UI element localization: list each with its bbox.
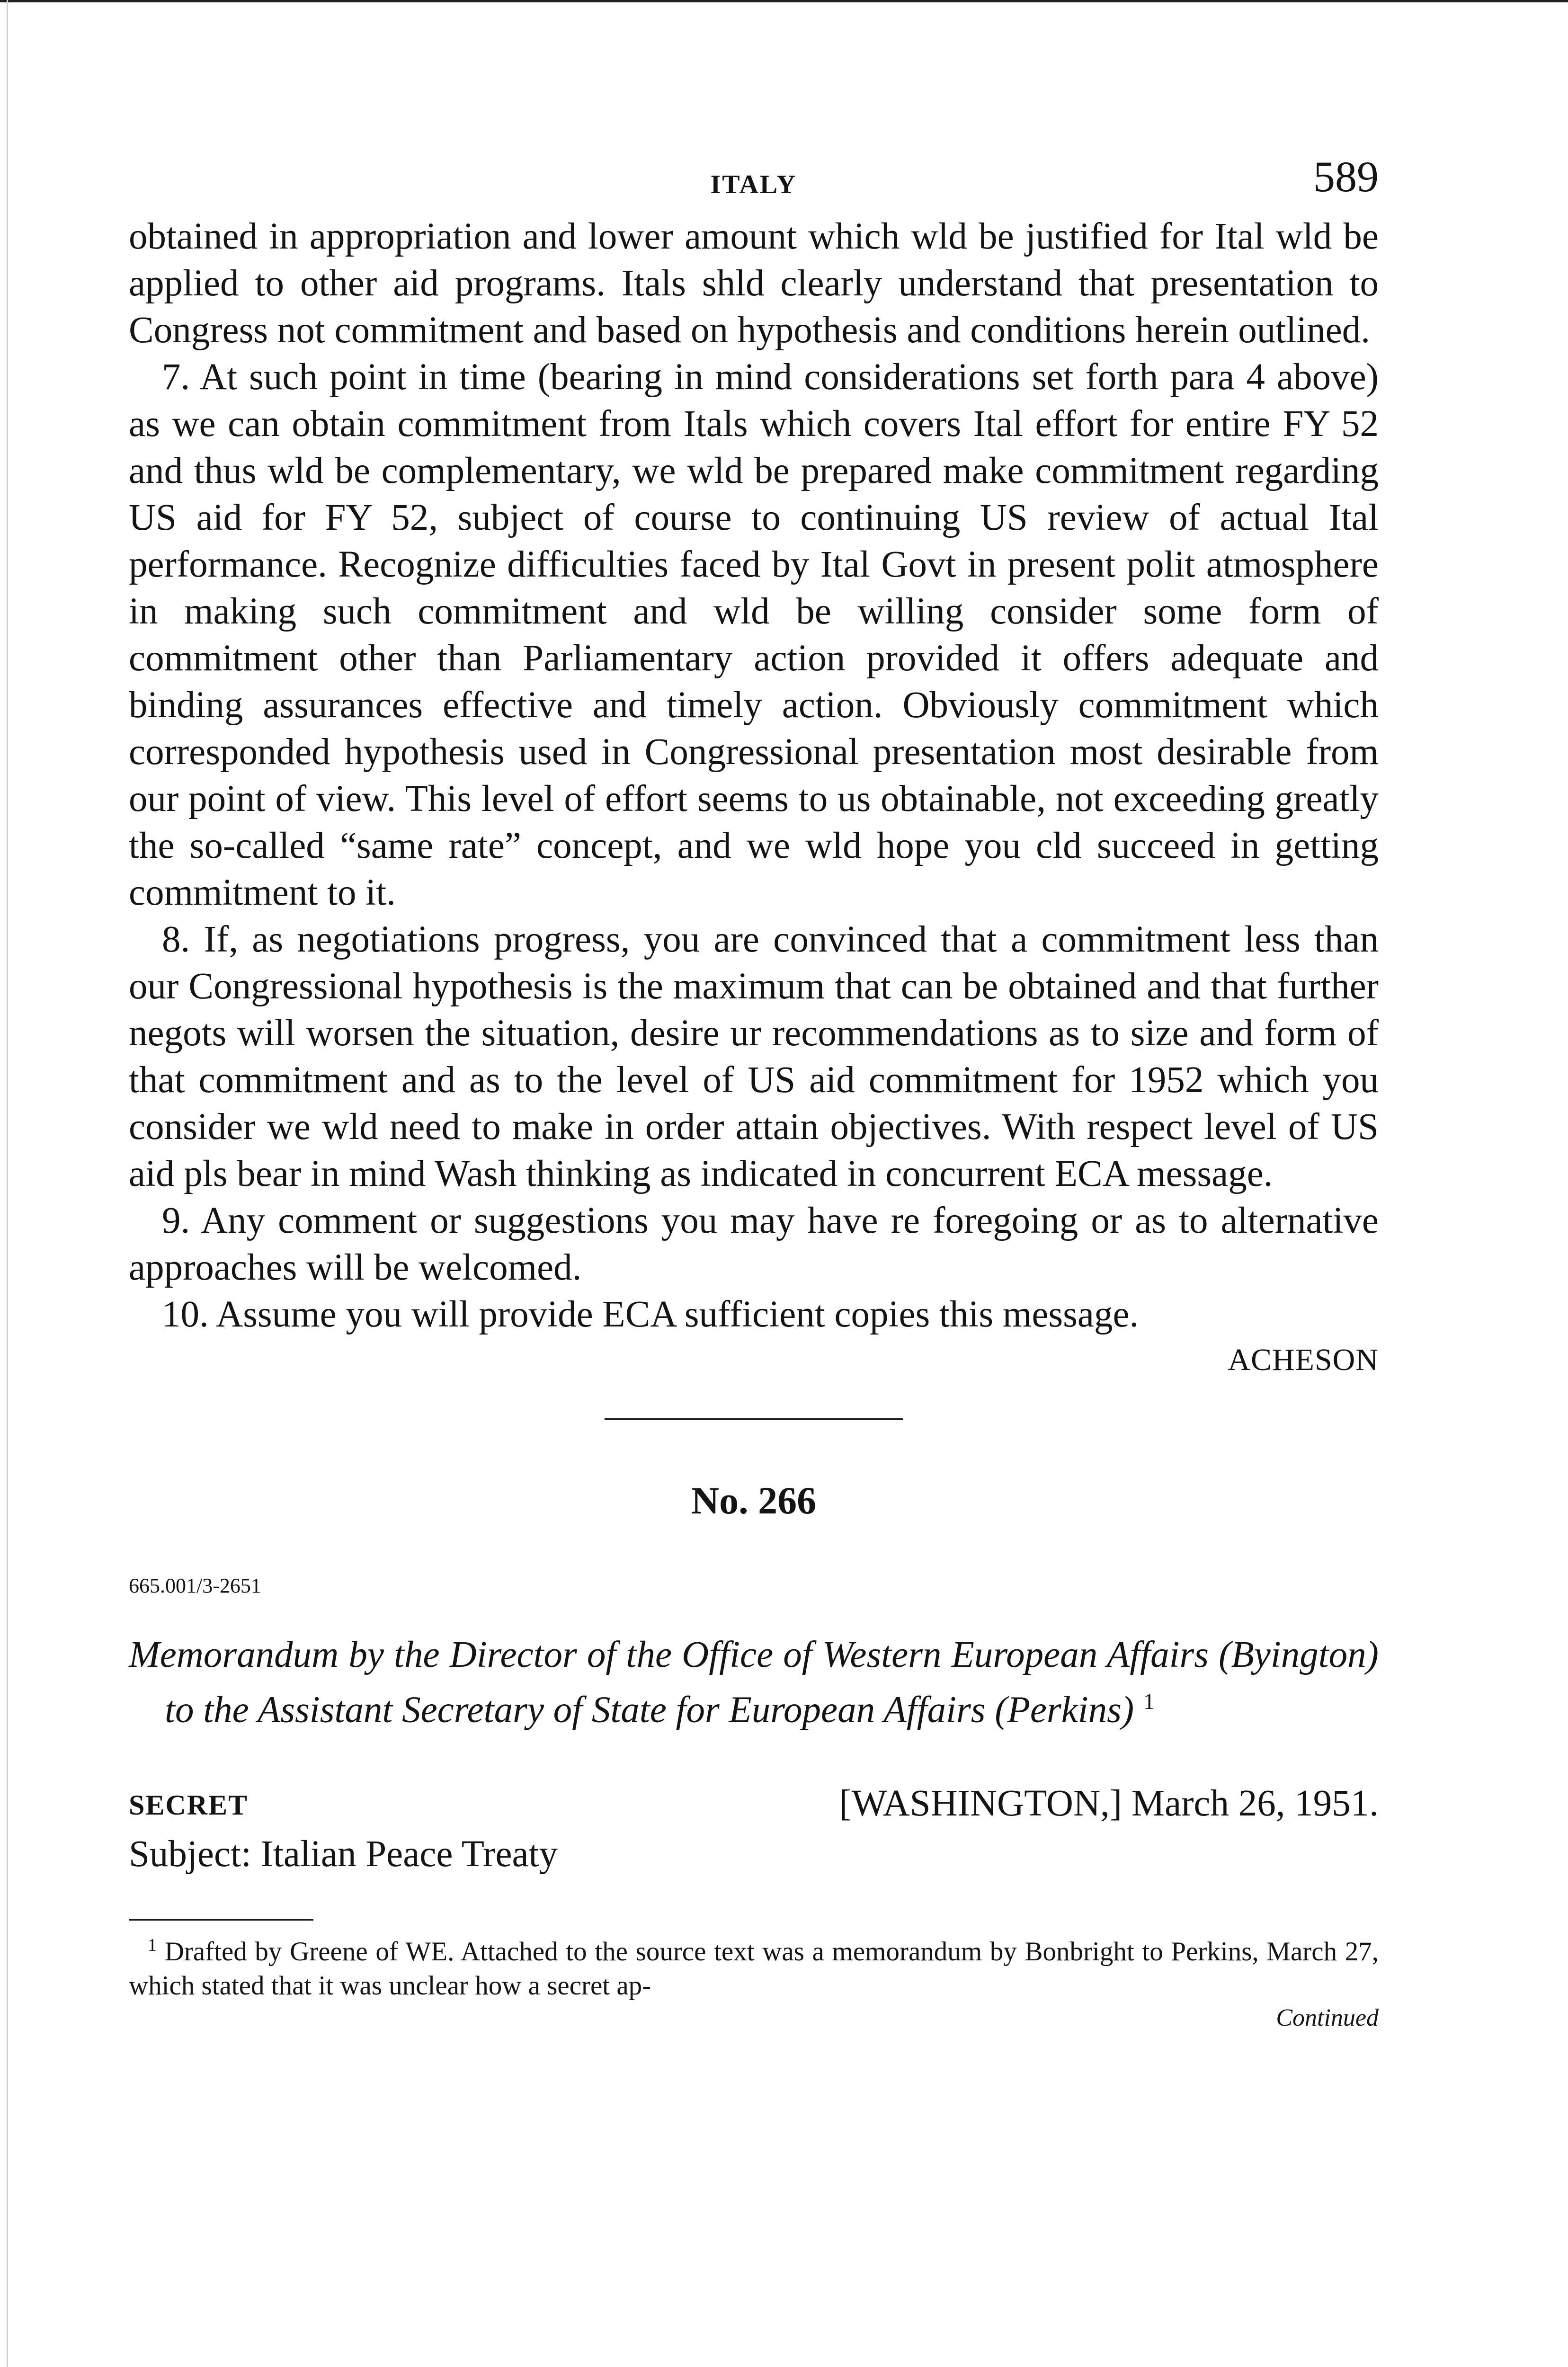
- body-text: [129, 213, 1379, 1338]
- document-number: No. 266: [691, 1479, 817, 1522]
- document-page: [129, 151, 1379, 2033]
- footnote-text: Drafted by Greene of WE. Attached to the source text was a memorandum by Bonbright to Perkins, March 27, which stated that it was unclear how a secret ap-: [129, 1937, 1379, 2001]
- paragraph-7: 7. At such point in time (bearing in mind considerations set forth para 4 above) as we can obtain commitment from Itals which covers Ital effort for entire FY 52 and thus wld be complementary, we wld be prepared make commitment regarding US aid for FY 52, subject of course to continuing US review of actual Ital performance. Recognize difficulties faced by Ital Govt in present polit atmosphere in making such commitment and wld be willing consider some form of commitment other than Parliamentary action provided it offers adequate and binding assurances effective and timely action. Obviously commitment which corresponded hypothesis used in Congressional presentation most desirable from our point of view. This level of effort seems to us obtainable, not exceeding greatly the so-called “same rate” concept, and we wld hope you cld succeed in getting commitment to it.: [129, 356, 1379, 913]
- footnote-rule: [129, 1919, 313, 1921]
- document-title-text: Memorandum by the Director of the Office of Western European Affairs (Byington) to the Assistant Secretary of State for European Affairs (Perkins): [129, 1634, 1379, 1731]
- place-date: [WASHINGTON,] March 26, 1951.: [839, 1783, 1379, 1824]
- paragraph-8: 8. If, as negotiations progress, you are convinced that a commitment less than our Congressional hypothesis is the maximum that can be obtained and that further negots will worsen the situation, desire ur recommendations as to size and form of that commitment and as to the level of US aid commitment for 1952 which you consider we wld need to make in order attain objectives. With respect level of US aid pls bear in mind Wash thinking as indicated in concurrent ECA message.: [129, 919, 1379, 1194]
- running-title: ITALY: [710, 170, 797, 199]
- footnote: [129, 1928, 1379, 2003]
- document-meta-row: [129, 1782, 1379, 1830]
- file-code: 665.001/3-2651: [129, 1574, 261, 1597]
- top-edge-rule: [0, 0, 1568, 2]
- classification-label: SECRET: [129, 1789, 249, 1821]
- paragraph-continuation: obtained in appropriation and lower amount which wld be justified for Ital wld be applied to other aid programs. Itals shld clearly understand that presentation to Congress not commitment and based on hypothesis and conditions herein outlined.: [129, 216, 1379, 351]
- continued-label: Continued: [1276, 2004, 1379, 2032]
- document-title: [129, 1631, 1379, 1733]
- footnote-mark: 1: [148, 1935, 157, 1956]
- section-separator: [605, 1418, 903, 1420]
- running-head: [129, 151, 1379, 213]
- signature: ACHESON: [1228, 1343, 1379, 1377]
- title-footnote-mark: 1: [1143, 1689, 1155, 1714]
- page-left-edge: [7, 0, 8, 2367]
- paragraph-9: 9. Any comment or suggestions you may have re foregoing or as to alternative approaches will be welcomed.: [129, 1200, 1379, 1288]
- paragraph-10: 10. Assume you will provide ECA sufficient copies this message.: [162, 1294, 1139, 1335]
- subject-line: Subject: Italian Peace Treaty: [129, 1833, 558, 1875]
- page-number: 589: [1313, 152, 1379, 201]
